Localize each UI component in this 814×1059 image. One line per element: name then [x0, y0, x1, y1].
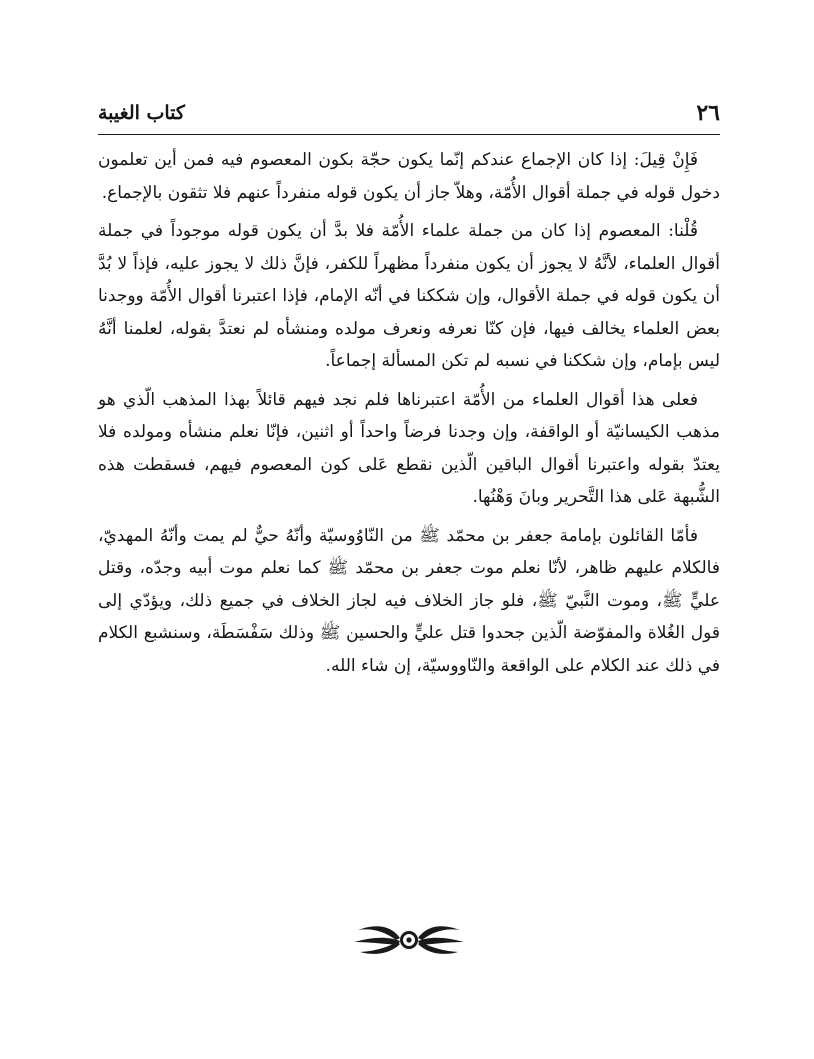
decorative-flourish-icon: [350, 918, 468, 962]
paragraph-4: فأمّا القائلون بإمامة جعفر بن محمّد ﷺ من النّاوُوسيّة وأنّهُ حيٌّ لم يمت وأنّهُ المهديّ، فالكلام عليهم ظاهر، لأنّا نعلم موت جعفر بن محمّد ﷺ كما نعلم موت أبيه وجدّه، وقتل عليٍّ ﷺ، وموت النَّبيّ ﷺ، فلو جاز الخلاف فيه لجاز الخلاف في جميع ذلك، ويؤدّي إلى قول الغُلاة والمفوّضة الّذين جحدوا قتل عليٍّ والحسين ﷺ وذلك سَفْسَطَة، وسنشبع الكلام في ذلك عند الكلام على الواقعة والنّاووسيّة، إن شاء الله.: [98, 525, 720, 676]
paragraph-3: فعلى هذا أقوال العلماء من الأُمّة اعتبرناها فلم نجد فيهم قائلاً بهذا المذهب الّذي هو مذهب الكيسانيّة أو الواقفة، وإن وجدنا فرضاً واحداً أو اثنين، فإنّا نعلم منشأه ومولده فلا يعتدّ بقوله واعتبرنا أقوال الباقين الّذين نقطع عَلى كون المعصوم فيهم، فسقطت هذه الشُّبهة عَلى هذا التَّحرير وبانَ وَهْنُها.: [98, 389, 720, 507]
header-rule: [98, 134, 720, 135]
paragraph-2: قُلْنا: المعصوم إذا كان من جملة علماء الأُمّة فلا بدَّ أن يكون قوله موجوداً في جملة أقوال العلماء، لأنَّهُ لا يجوز أن يكون منفرداً مظهراً للكفر، فإنَّ ذلك لا يجوز عليه، فإذاً لا بُدَّ أن يكون قوله في جملة الأقوال، وإن شككنا في أنّه الإمام، فإذا اعتبرنا أقوال الأُمّة ووجدنا بعض العلماء يخالف فيها، فإن كنّا نعرفه ونعرف مولده ومنشأه لم نعتدَّ بقوله، لعلمنا أنَّهُ ليس بإمام، وإن شككنا في نسبه لم تكن المسألة إجماعاً.: [98, 221, 720, 371]
paragraph-1: فَإِنْ قِيلَ: إذا كان الإجماع عندكم إنّما يكون حجّة بكون المعصوم فيه فمن أين تعلمون دخول قوله في جملة أقوال الأُمّة، وهلاّ جاز أن يكون قوله منفرداً عنهم فلا تثقون بالإجماع.: [98, 150, 720, 203]
body-text: [98, 144, 720, 682]
page-header: [98, 96, 720, 130]
page-number: ٢٦: [696, 100, 720, 126]
running-title: كتاب الغيبة: [98, 102, 185, 124]
